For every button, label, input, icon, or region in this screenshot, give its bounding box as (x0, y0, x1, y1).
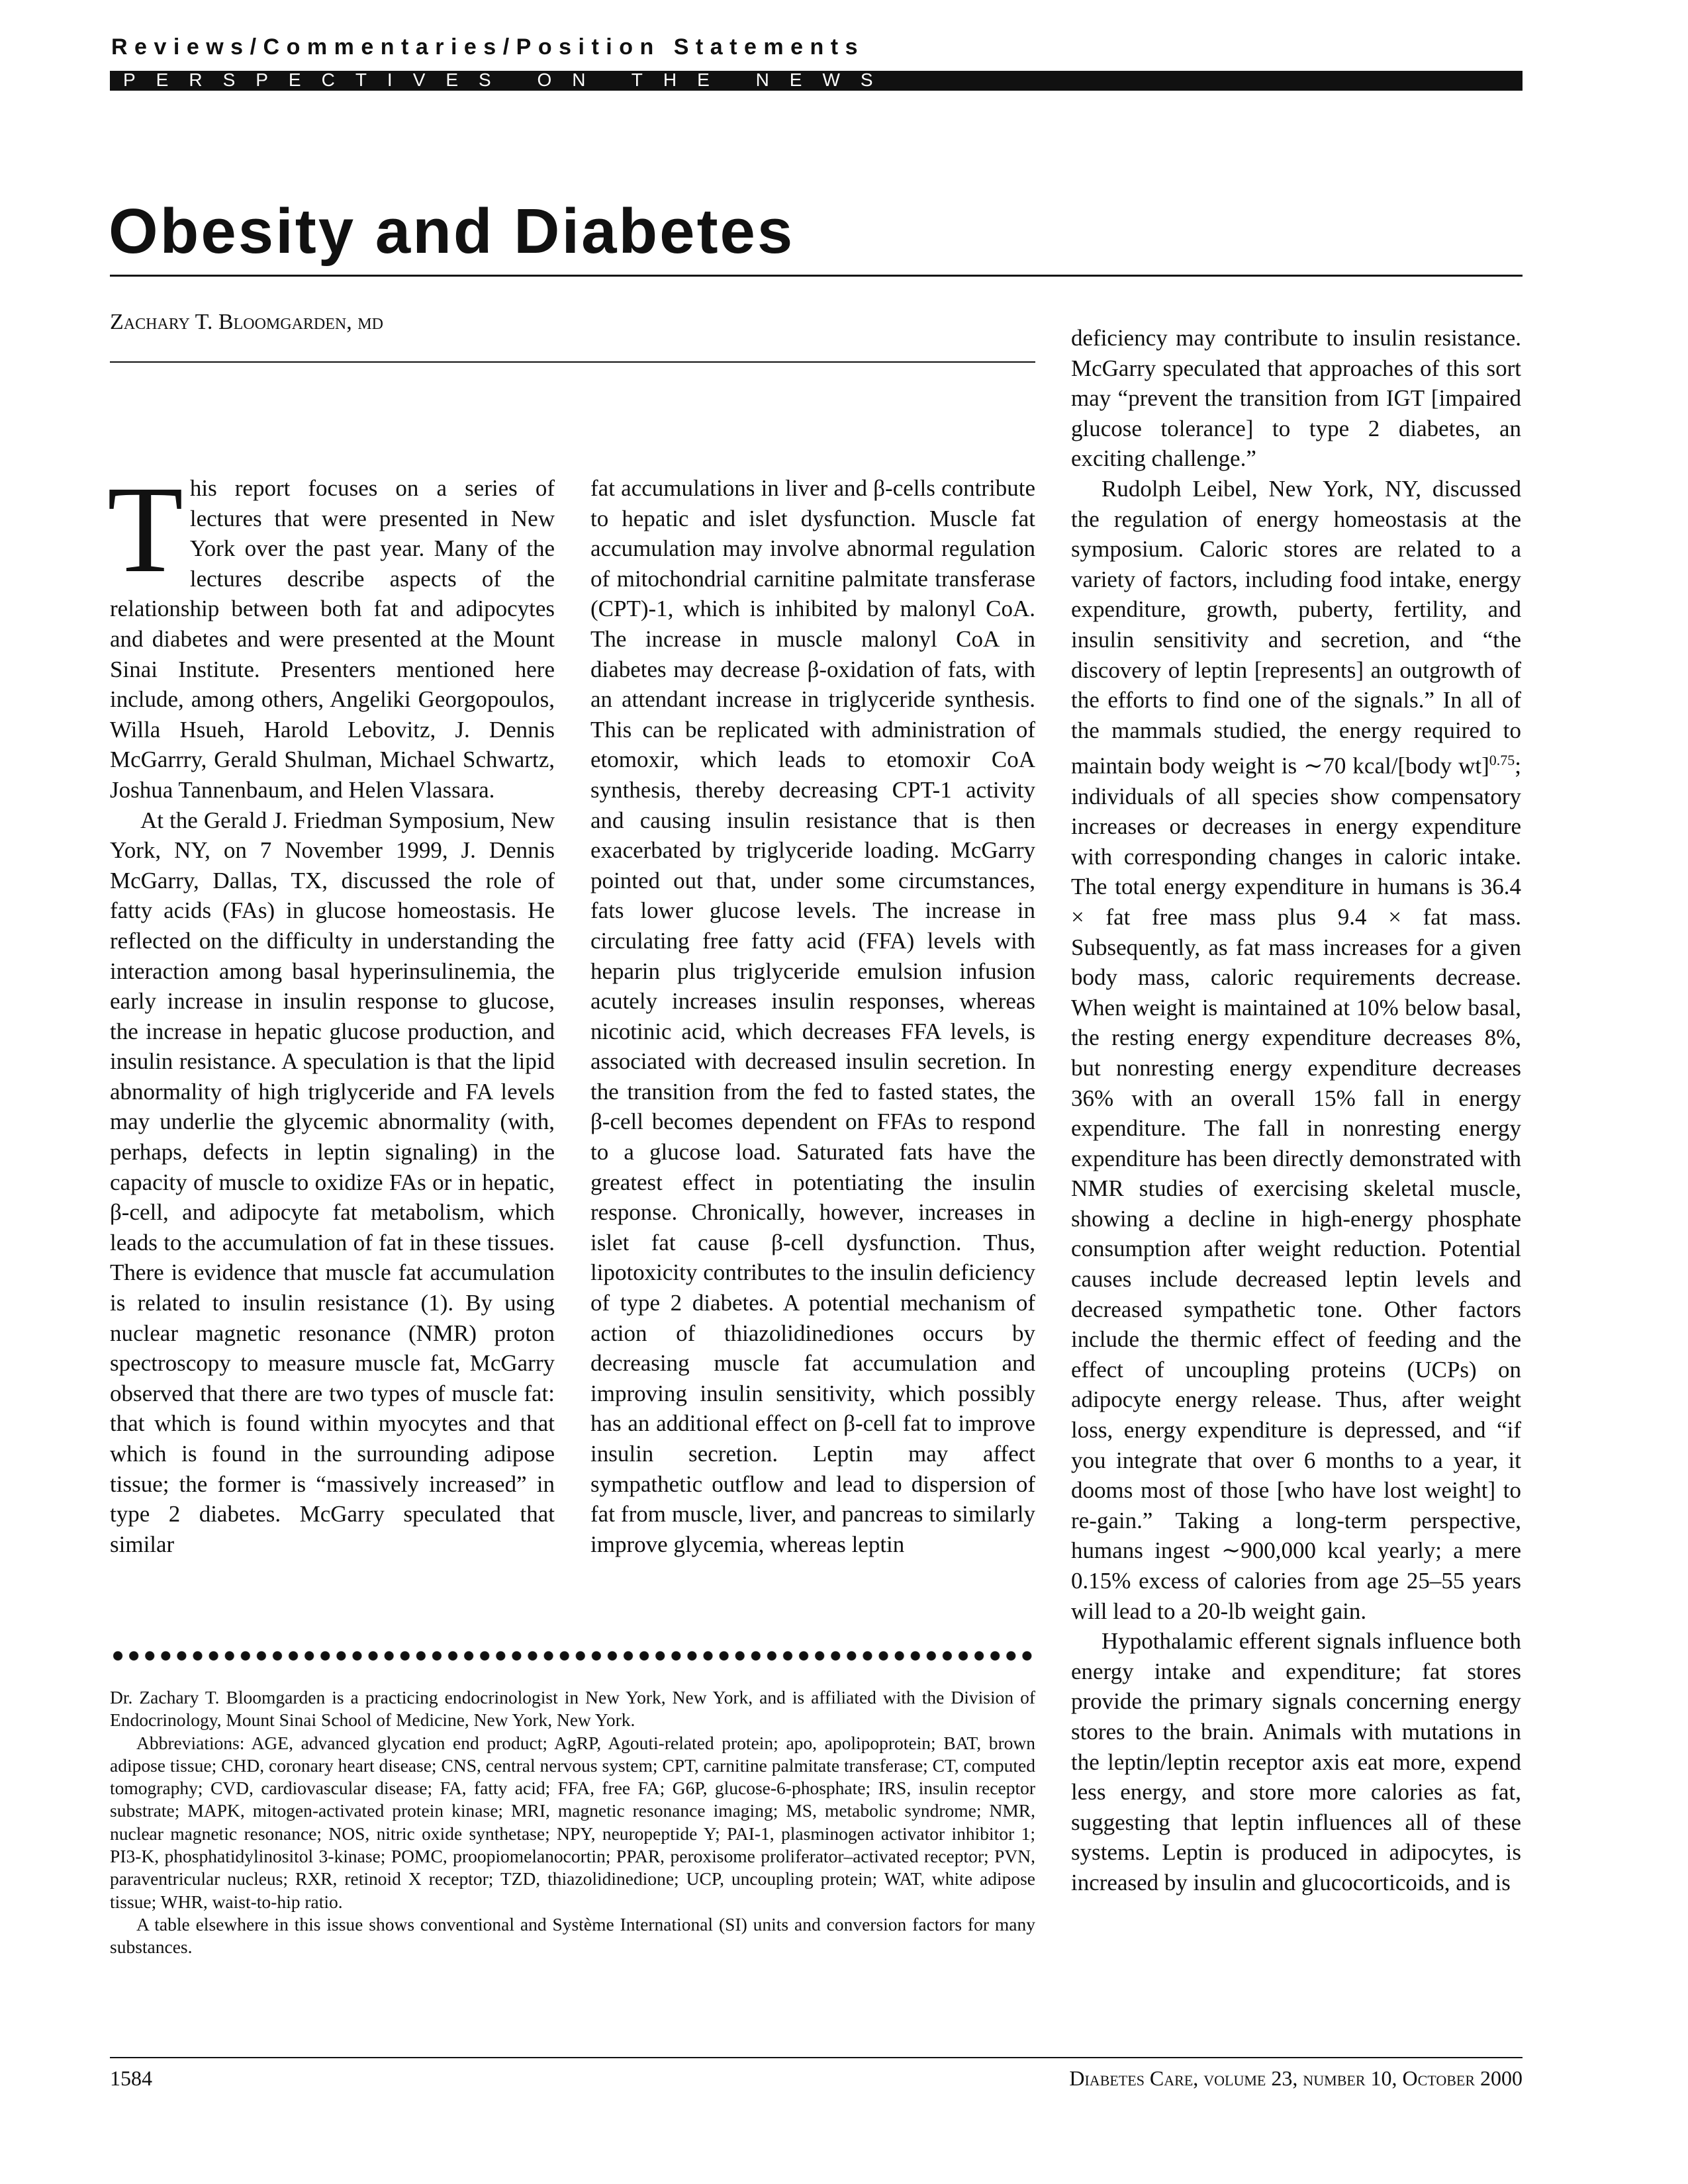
paragraph: deficiency may contribute to insulin resistance. McGarry speculated that approaches of this sort may “prevent the transition from IGT [impaired glucose tolerance] to type 2 diabetes, an exciting challenge.” (1071, 325, 1521, 472)
article-title: Obesity and Diabetes (109, 196, 795, 267)
footnote-table-note: A table elsewhere in this issue shows conventional and Système International (SI) units and conversion factors for many substances. (110, 1913, 1035, 1958)
title-rule (110, 275, 1523, 277)
paragraph-text: ; individuals of all species show compensatory increases or decreases in energy expenditure with corresponding changes in caloric intake. The total energy expenditure in humans is 36.4 × fat free mass plus 9.4 × fat mass. Subsequently, as fat mass increases for a given body mass, caloric requirements decrease. When weight is maintained at 10% below basal, the resting energy expenditure decreases 8%, but nonresting energy expenditure decreases 36% with an overall 15% fall in energy expenditure. The fall in nonresting energy expenditure has been directly demonstrated with NMR studies of exercising skeletal muscle, showing a decline in high-energy phosphate consumption after weight reduction. Potential causes include decreased leptin levels and decreased sympathetic tone. Other factors include the thermic effect of feeding and the effect of uncoupling proteins (UCPs) on adipocyte energy release. Thus, after weight loss, energy expenditure is depressed, and “if you integrate that over 6 months to a year, it dooms most of those [who have lost weight] to re-gain.” Taking a long-term perspective, humans ingest ∼900,000 kcal yearly; a mere 0.15% excess of calories from age 25–55 years will lead to a 20-lb weight gain. (1071, 752, 1521, 1624)
footnote-abbreviations: Abbreviations: AGE, advanced glycation end product; AgRP, Agouti-related protein; apo, apolipoprotein; BAT, brown adipose tissue; CHD, coronary heart disease; CNS, central nervous system; CPT, carnitine palmitate transferase; CT, computed tomography; CVD, cardiovascular disease; FA, fatty acid; FFA, free FA; G6P, glucose-6-phosphate; IRS, insulin receptor substrate; MAPK, mitogen-activated protein kinase; MRI, magnetic resonance imaging; MS, metabolic syndrome; NMR, nuclear magnetic resonance; NOS, nitric oxide synthetase; NPY, neuropeptide Y; PAI-1, plasminogen activator inhibitor 1; PI3-K, phosphatidylinositol 3-kinase; POMC, proopiomelanocortin; PPAR, peroxisome proliferator–activated receptor; PVN, paraventricular nucleus; RXR, retinoid X receptor; TZD, thiazolidinedione; UCP, uncoupling protein; WAT, white adipose tissue; WHR, waist-to-hip ratio. (110, 1732, 1035, 1912)
paragraph: At the Gerald J. Friedman Symposium, New York, NY, on 7 November 1999, J. Dennis McGarry, Dallas, TX, discussed the role of fatty acids (FAs) in glucose homeostasis. He reflected on the difficulty in understanding the interaction among basal hyperinsulinemia, the early increase in insulin response to glucose, the increase in hepatic glucose production, and insulin resistance. A speculation is that the lipid abnormality of high triglyceride and FA levels may underlie the glycemic abnormality (with, perhaps, defects in leptin signaling) in the capacity of muscle to oxidize FAs or in hepatic, β-cell, and adipocyte fat metabolism, which leads to the accumulation of fat in these tissues. There is evidence that muscle fat accumulation is related to insulin resistance (1). By using nuclear magnetic resonance (NMR) proton spectroscopy to measure muscle fat, McGarry observed that there are two types of muscle fat: that which is found within myocytes and that which is found in the surrounding adipose tissue; the former is “massively increased” in type 2 diabetes. McGarry speculated that similar (110, 807, 555, 1557)
article-column-1 (107, 460, 555, 1559)
paragraph: fat accumulations in liver and β-cells contribute to hepatic and islet dysfunction. Muscle fat accumulation may involve abnormal regulation of mitochondrial carnitine palmitate transferase (CPT)-1, which is inhibited by malonyl CoA. The increase in muscle malonyl CoA in diabetes may decrease β-oxidation of fats, with an attendant increase in triglyceride synthesis. This can be replicated with administration of etomoxir, which leads to etomoxir CoA synthesis, thereby decreasing CPT-1 activity and causing insulin resistance that is then exacerbated by triglyceride loading. McGarry pointed out that, under some circumstances, fats lower glucose levels. The increase in circulating free fatty acid (FFA) levels with heparin plus triglyceride emulsion infusion acutely increases insulin responses, whereas nicotinic acid, which decreases FFA levels, is associated with decreased insulin secretion. In the transition from the fed to fasted states, the β-cell becomes dependent on FFAs to respond to a glucose load. Saturated fats have the greatest effect in potentiating the insulin response. Chronically, however, increases in islet fat cause β-cell dysfunction. Thus, lipotoxicity contributes to the insulin deficiency of type 2 diabetes. A potential mechanism of action of thiazolidinediones occurs by decreasing muscle fat accumulation and improving insulin sensitivity, which possibly has an additional effect on β-cell fat to improve insulin secretion. Leptin may affect sympathetic outflow and lead to dispersion of fat from muscle, liver, and pancreas to similarly improve glycemia, whereas leptin (590, 475, 1035, 1557)
paragraph (1071, 474, 1521, 1626)
author-rule (110, 361, 1035, 363)
superscript: 0.75 (1489, 752, 1515, 769)
paragraph (107, 460, 555, 805)
footer-rule (110, 2057, 1523, 2058)
section-banner-text: PERSPECTIVES ON THE NEWS (123, 69, 894, 90)
footnote-separator (110, 1649, 1035, 1662)
paragraph-text: Rudolph Leibel, New York, NY, discussed the regulation of energy homeostasis at the symposium. Caloric stores are related to a variety of factors, including food intake, energy expenditure, growth, puberty, fertility, and insulin sensitivity and secretion, and “the discovery of leptin [represents] an outgrowth of the efforts to find one of the signals.” In all of the mammals studied, the energy required to maintain body weight is ∼70 kcal/[body wt] (1071, 475, 1521, 779)
page-number: 1584 (110, 2066, 152, 2090)
footnote-affiliation: Dr. Zachary T. Bloomgarden is a practicing endocrinologist in New York, New York, and is affiliated with the Division of Endocrinology, Mount Sinai School of Medicine, New York, New York. (110, 1687, 1035, 1731)
journal-citation: Diabetes Care, volume 23, number 10, October 2000 (1069, 2066, 1523, 2090)
article-column-3 (1071, 323, 1521, 1898)
section-label: Reviews/Commentaries/Position Statements (111, 34, 865, 60)
paragraph-text: his report focuses on a series of lectures that were presented in New York over the past year. Many of the lectures describe aspects of the relationship between both fat and adipocytes and diabetes and were presented at the Mount Sinai Institute. Presenters mentioned here include, among others, Angeliki Georgopoulos, Willa Hsueh, Harold Lebovitz, J. Dennis McGarrry, Gerald Shulman, Michael Schwartz, Joshua Tannenbaum, and Helen Vlassara. (110, 475, 555, 803)
author-byline: Zachary T. Bloomgarden, md (110, 310, 383, 334)
footnote-block (110, 1686, 1035, 1959)
paragraph: Hypothalamic efferent signals influence both energy intake and expenditure; fat stores provide the primary signals concerning energy stores to the brain. Animals with mutations in the leptin/leptin receptor axis eat more, expend less energy, and store more calories as fat, suggesting that leptin influences all of these systems. Leptin is produced in adipocytes, is increased by insulin and glucocorticoids, and is (1071, 1628, 1521, 1895)
drop-cap: T (107, 460, 183, 598)
article-column-2 (590, 473, 1035, 1559)
